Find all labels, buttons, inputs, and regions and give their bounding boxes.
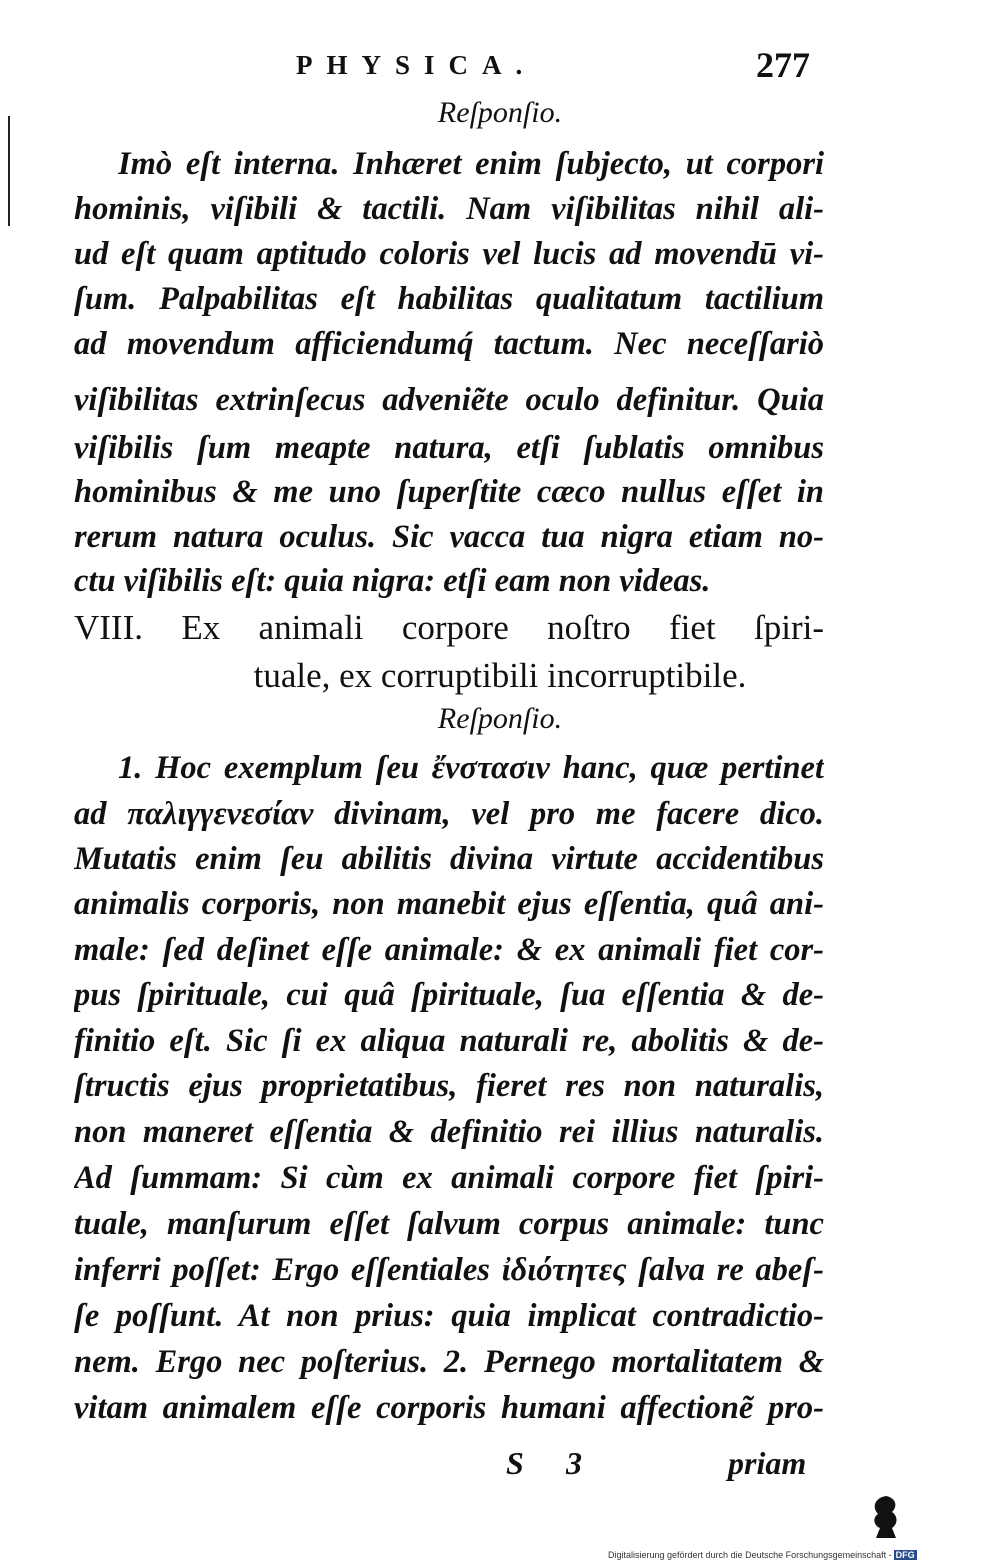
text-line: nem. Ergo nec poſterius. 2. Pernego mortalitatem & <box>74 1344 824 1380</box>
text-line: finitio eſt. Sic ſi ex aliqua naturali re, abolitis & de- <box>74 1023 824 1059</box>
responsio-heading-1: Reſponſio. <box>437 96 563 129</box>
text-line: ud eſt quam aptitudo coloris vel lucis ad movendū vi- <box>74 236 824 272</box>
dfg-logo: DFG <box>895 1550 915 1560</box>
text-line: ſtructis ejus proprietatibus, fieret res non naturalis, <box>74 1068 824 1104</box>
text-line: pus ſpirituale, cui quâ ſpirituale, ſua eſſentia & de- <box>74 977 824 1013</box>
thesis-line-2: tuale, ex corruptibili incorruptibile. <box>253 656 747 695</box>
text-line: rerum natura oculus. Sic vacca tua nigra etiam no- <box>74 519 824 555</box>
library-stamp-icon <box>866 1492 906 1542</box>
signature-number: 3 <box>566 1445 582 1481</box>
text-line: male: ſed deſinet eſſe animale: & ex animali fiet cor- <box>74 932 824 968</box>
footer-text: Digitalisierung gefördert durch die Deutsche Forschungsgemeinschaft - <box>608 1550 892 1560</box>
text-line: tuale, manſurum eſſet ſalvum corpus animale: tunc <box>74 1206 824 1242</box>
text-line: vitam animalem eſſe corporis humani affectionẽ pro- <box>74 1390 824 1426</box>
thesis-line-1: VIII. Ex animali corpore noſtro fiet ſpiri- <box>74 608 824 647</box>
text-line: non maneret eſſentia & definitio rei illius naturalis. <box>74 1114 824 1150</box>
text-line: hominibus & me uno ſuperſtite cæco nullus eſſet in <box>74 474 824 510</box>
text-line: ad movendum afficiendumq́ tactum. Nec neceſſariò <box>74 326 824 362</box>
signature-mark: S <box>506 1445 524 1481</box>
text-line: animalis corporis, non manebit ejus eſſentia, quâ ani- <box>74 886 824 922</box>
text-line: viſibilis ſum meapte natura, etſi ſublatis omnibus <box>74 430 824 466</box>
text-line: ctu viſibilis eſt: quia nigra: etſi eam non videas. <box>74 563 711 599</box>
text-line: ſum. Palpabilitas eſt habilitas qualitatum tactilium <box>74 281 824 317</box>
page-number: 277 <box>756 45 810 85</box>
text-line: Imò eſt interna. Inhæret enim ſubjecto, ut corpori <box>118 146 824 182</box>
margin-mark <box>8 116 10 226</box>
text-line: ſe poſſunt. At non prius: quia implicat contradictio- <box>74 1298 824 1334</box>
catchword: priam <box>728 1445 807 1481</box>
text-line: Mutatis enim ſeu abilitis divina virtute accidentibus <box>74 841 824 877</box>
text-line: ad παλιγγενεσίαν divinam, vel pro me facere dico. <box>74 796 824 832</box>
text-line: inferri poſſet: Ergo eſſentiales ἰδιότητες ſalva re abeſ- <box>74 1252 824 1288</box>
responsio-heading-2: Reſponſio. <box>437 702 563 735</box>
running-title: PHYSICA. <box>296 50 537 80</box>
digitization-footer <box>608 1550 917 1560</box>
text-line: 1. Hoc exemplum ſeu ἔνστασιν hanc, quæ pertinet <box>118 750 824 786</box>
text-line: viſibilitas extrinſecus adveniẽte oculo definitur. Quia <box>74 382 824 418</box>
text-line: hominis, viſibili & tactili. Nam viſibilitas nihil ali- <box>74 191 824 227</box>
text-line: Ad ſummam: Si cùm ex animali corpore fiet ſpiri- <box>74 1160 824 1196</box>
